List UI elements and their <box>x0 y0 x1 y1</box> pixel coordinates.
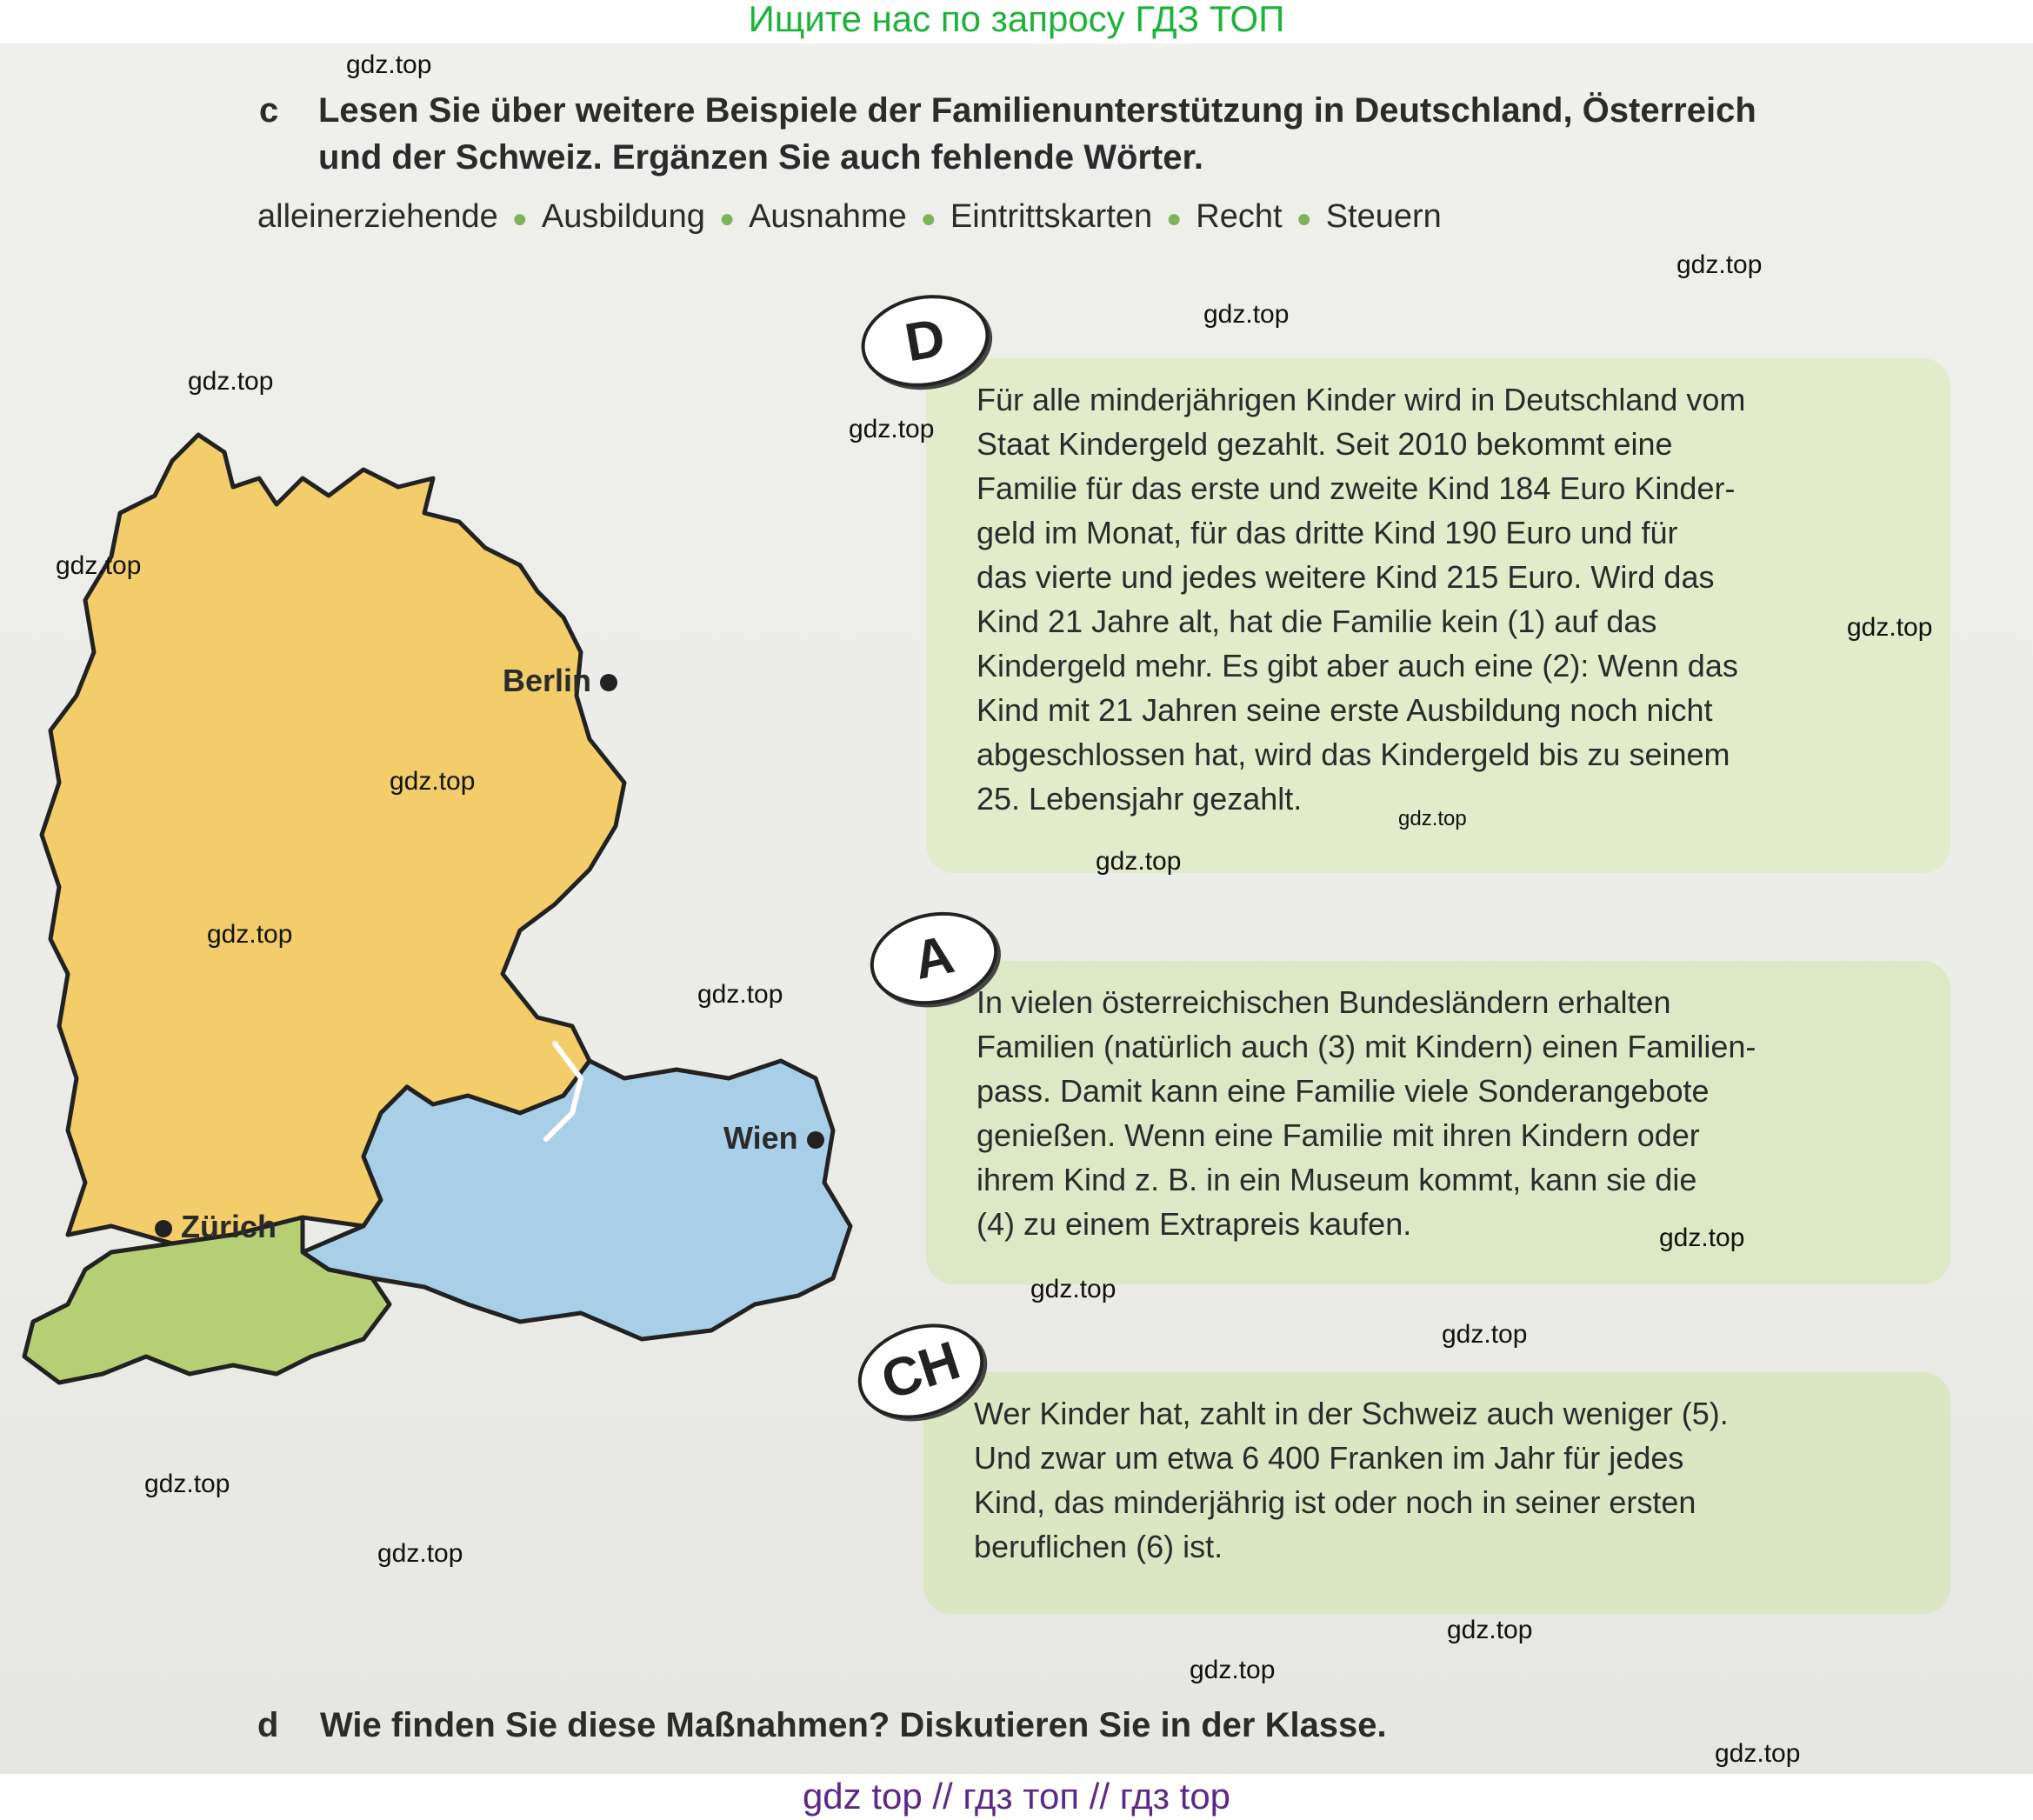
word-bank-item: Steuern <box>1325 198 1442 235</box>
city-label-wien: Wien <box>723 1120 798 1156</box>
watermark: gdz.top <box>1398 807 1467 830</box>
watermark: gdz.top <box>1659 1223 1745 1252</box>
watermark: gdz.top <box>1715 1739 1801 1768</box>
city-label-berlin: Berlin <box>503 663 592 698</box>
watermark: gdz.top <box>1096 847 1182 876</box>
word-bank-item: Ausnahme <box>749 198 907 235</box>
bullet-dot-icon: ● <box>1296 204 1312 233</box>
bullet-dot-icon: ● <box>718 204 736 233</box>
watermark: gdz.top <box>849 415 935 443</box>
city-dot-icon <box>807 1131 824 1149</box>
watermark: gdz.top <box>1847 613 1933 642</box>
card-germany: Für alle minderjährigen Kinder wird in Deutschland vom Staat Kindergeld gezahlt. Seit 2010 bekommt eine Familie für das erste und zweite Kind 184 Euro Kinder- geld im Monat, für das dritte Kind 190 Euro und für das vierte und jedes weitere Kind 215 Euro. Wird das Kind 21 Jahre alt, hat die Familie kein (1) auf das Kindergeld mehr. Es gibt aber auch eine (2): Wenn das Kind mit 21 Jahren seine erste Ausbildung noch nicht abgeschlossen hat, wird das Kindergeld bis zu seinem 25. Lebensjahr gezahlt. <box>926 358 1950 873</box>
watermark: gdz.top <box>1190 1656 1276 1684</box>
task-d-letter: d <box>257 1706 279 1744</box>
bullet-dot-icon: ● <box>511 204 528 233</box>
watermark: gdz.top <box>377 1539 463 1568</box>
watermark: gdz.top <box>188 367 274 396</box>
task-c-letter: c <box>259 91 279 130</box>
city-zurich <box>155 1209 277 1245</box>
task-c <box>259 87 1911 183</box>
word-bank-item: alleinerziehende <box>257 198 498 235</box>
task-c-line2: und der Schweiz. Ergänzen Sie auch fehlende Wörter. <box>318 138 1203 177</box>
city-berlin <box>503 663 617 699</box>
watermark: gdz.top <box>346 50 432 79</box>
watermark: gdz.top <box>390 767 476 796</box>
watermark: gdz.top <box>1203 300 1290 329</box>
card-austria: In vielen österreichischen Bundesländern erhalten Familien (natürlich auch (3) mit Kindern) einen Familien- pass. Damit kann eine Familie viele Sonderangebote genießen. Wenn eine Familie mit ihren Kindern oder ihrem Kind z. B. in ein Museum kommt, kann sie die (4) zu einem Extrapreis kaufen. <box>926 961 1950 1284</box>
task-d-text: Wie finden Sie diese Maßnahmen? Diskutieren Sie in der Klasse. <box>320 1706 1387 1744</box>
watermark: gdz.top <box>1447 1616 1533 1644</box>
word-bank <box>257 198 1442 236</box>
city-dot-icon <box>600 674 617 691</box>
task-d <box>257 1702 1910 1754</box>
badge-d: D <box>854 285 997 397</box>
watermark: gdz.top <box>56 551 142 580</box>
word-bank-item: Ausbildung <box>541 198 705 235</box>
word-bank-item: Recht <box>1196 198 1283 235</box>
task-c-line1: Lesen Sie über weitere Beispiele der Familienunterstützung in Deutschland, Österreich <box>318 91 1756 130</box>
bottom-banner: gdz top // гдз топ // гдз top <box>0 1774 2033 1820</box>
watermark: gdz.top <box>207 920 293 949</box>
watermark: gdz.top <box>1442 1320 1528 1349</box>
watermark: gdz.top <box>697 980 783 1009</box>
city-wien <box>723 1120 824 1157</box>
watermark: gdz.top <box>1030 1275 1116 1303</box>
bullet-dot-icon: ● <box>1166 204 1183 233</box>
bullet-dot-icon: ● <box>920 204 937 233</box>
badge-ch: CH <box>846 1309 997 1435</box>
watermark: gdz.top <box>144 1470 230 1498</box>
top-banner: Ищите нас по запросу ГДЗ ТОП <box>0 0 2033 43</box>
word-bank-item: Eintrittskarten <box>950 198 1153 235</box>
map-dach <box>16 417 894 1391</box>
watermark: gdz.top <box>1676 250 1763 279</box>
badge-a: A <box>862 901 1006 1016</box>
card-switzerland: Wer Kinder hat, zahlt in der Schweiz auch weniger (5). Und zwar um etwa 6 400 Franken im Jahr für jedes Kind, das minderjährig ist oder noch in seiner ersten beruflichen (6) ist. <box>923 1372 1950 1614</box>
city-dot-icon <box>155 1220 172 1237</box>
city-label-zurich: Zürich <box>181 1209 277 1244</box>
